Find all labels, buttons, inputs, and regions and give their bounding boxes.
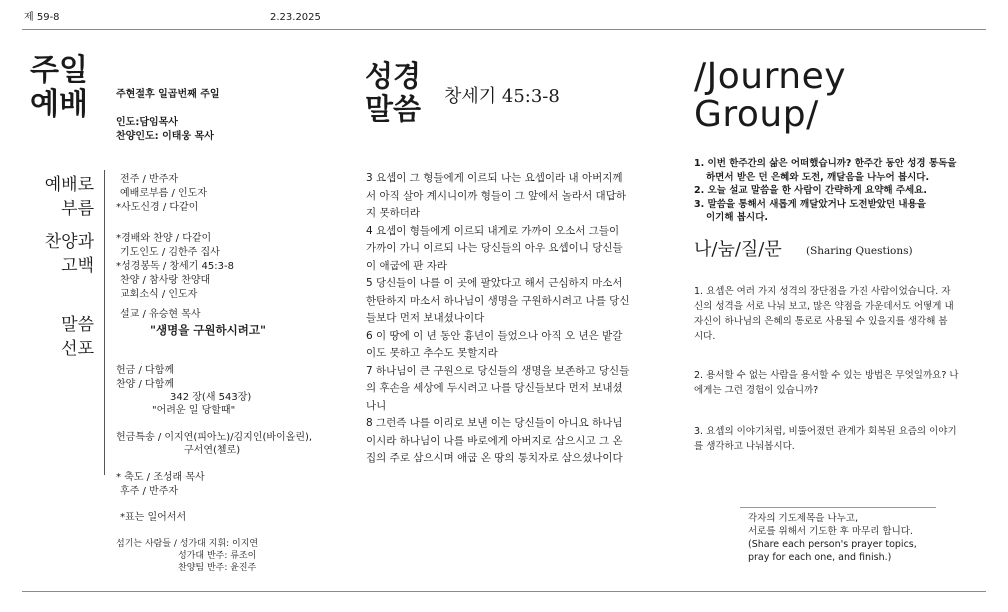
journey-instructions (694, 157, 964, 225)
verse: 3 요셉이 그 형들에게 이르되 나는 요셉이라 내 아버지께서 아직 살아 계시니이까 형들이 그 앞에서 놀라서 대답하지 못하더라 (366, 172, 626, 219)
order-item: 교회소식 / 인도자 (120, 289, 198, 300)
prayer-instructions (748, 512, 917, 564)
worship-subtitle: 주현절후 일곱번째 주일 (116, 89, 220, 100)
order-item: 전주 / 반주자 (120, 174, 179, 185)
sermon-title: "생명을 구원하시려고" (150, 323, 266, 337)
scripture-text (366, 170, 632, 468)
prayer-line: 각자의 기도제목을 나누고, (748, 513, 859, 524)
order-item-special: 헌금특송 / 이지연(피아노)/김지인(바이올린), (116, 432, 313, 443)
journey-title-line1: /Journey (694, 56, 847, 97)
question-2 (694, 368, 966, 398)
scripture-reference: 창세기 45:3-8 (444, 86, 560, 107)
prayer-divider (740, 507, 936, 508)
section-word (20, 313, 94, 361)
order-item-special-cont: 구서연(첼로) (184, 445, 241, 456)
question-line: 시다. (694, 331, 716, 342)
instruction-line: 3. 말씀을 통해서 새롭게 깨달았거나 도전받았던 내용을 (694, 198, 926, 210)
order-vertical-line (104, 170, 105, 475)
verse: 6 이 땅에 이 년 동안 흉년이 들었으나 아직 오 년은 밭갈이도 못하고 추수도 못할지라 (366, 329, 623, 359)
worship-title-line2: 예배 (30, 87, 88, 122)
order-item: 찬양 / 참사랑 찬양대 (120, 275, 211, 286)
verse: 5 당신들이 나를 이 곳에 팔았다고 해서 근심하지 마소서 한탄하지 마소서 하나님이 생명을 구원하시려고 나를 당신들보다 먼저 보내셨나이다 (366, 277, 630, 324)
worship-leader: 인도:담임목사 (116, 117, 178, 128)
issue-number: 제 59-8 (24, 12, 60, 23)
scripture-title-line1: 성경 (365, 59, 422, 93)
servers-line: 찬양팀 반주: 윤진주 (178, 563, 257, 573)
bulletin-date: 2.23.2025 (270, 12, 321, 23)
order-item: 헌금 / 다함께 (116, 365, 175, 376)
order-item: 예배로부름 / 인도자 (120, 188, 208, 199)
praise-leader: 찬양인도: 이태웅 목사 (116, 131, 214, 142)
section-praise-line2: 고백 (61, 256, 94, 276)
journey-group-title (694, 58, 846, 134)
bottom-divider (22, 591, 986, 592)
worship-title (30, 54, 88, 122)
scripture-title-line2: 말씀 (365, 92, 422, 126)
verse: 4 요셉이 형들에게 이르되 내게로 가까이 오소서 그들이 가까이 가니 이르되 나는 당신들의 아우 요셉이니 당신들이 애굽에 판 자라 (366, 224, 623, 272)
section-word-line1: 말씀 (61, 315, 94, 335)
question-line: 에게는 그런 경험이 있습니까? (694, 385, 819, 396)
journey-title-line2: Group/ (694, 94, 819, 135)
section-praise-confession (20, 230, 94, 278)
order-item: *성경봉독 / 창세기 45:3-8 (116, 261, 234, 272)
order-item: 후주 / 반주자 (120, 486, 179, 497)
order-item-sermon: 설교 / 유승현 목사 (120, 309, 201, 320)
question-line: 자신이 하나님의 은혜의 통로로 사용될 수 있을지를 생각해 봅 (694, 316, 948, 327)
verse: 7 하나님이 큰 구원으로 당신들의 생명을 보존하고 당신들의 후손을 세상에 두시려고 나를 당신들보다 먼저 보내셨나니 (366, 364, 630, 412)
stand-note: *표는 일어서서 (120, 512, 187, 523)
servers-line: 성가대 반주: 류조이 (178, 551, 257, 561)
instruction-line: 1. 이번 한주간의 삶은 어떠했습니까? 한주간 동안 성경 통독을 (694, 158, 957, 169)
question-line: 3. 요셉의 이야기처럼, 비뚤어졌던 관계가 회복된 요즘의 이야기 (694, 426, 957, 437)
section-call-to-worship (20, 173, 94, 221)
top-divider (22, 29, 986, 30)
question-line: 신의 성격을 서로 나눠 보고, 많은 약점을 가운데서도 어떻게 내 (694, 301, 954, 312)
prayer-line: pray for each one, and finish.) (748, 552, 892, 563)
question-line: 를 생각하고 나눠봅시다. (694, 441, 795, 452)
order-item: *경배와 찬양 / 다같이 (116, 233, 212, 244)
section-call-line1: 예배로 (44, 175, 94, 195)
section-call-line2: 부름 (61, 199, 94, 219)
order-item: 기도인도 / 김한주 집사 (120, 247, 220, 258)
section-word-line2: 선포 (61, 339, 94, 359)
prayer-line: 서로를 위해서 기도한 후 마무리 합니다. (748, 526, 913, 537)
hymn-number: 342 장(새 543장) (170, 392, 252, 403)
sharing-questions-subtitle: (Sharing Questions) (806, 245, 913, 257)
verse: 8 그런즉 나를 이리로 보낸 이는 당신들이 아니요 하나님이시라 하나님이 나를 바로에게 아버지로 삼으시고 그 온 집의 주로 삼으시며 애굽 온 땅의 통치자로 삼으셨나이다 (366, 417, 623, 464)
order-item: *사도신경 / 다같이 (116, 202, 199, 213)
instruction-line: 하면서 받은 던 은혜와 도전, 깨달음을 나누어 봅시다. (706, 171, 930, 183)
question-line: 2. 용서할 수 없는 사람을 용서할 수 있는 방법은 무엇일까요? 나 (694, 370, 959, 381)
prayer-line: (Share each person's prayer topics, (748, 539, 917, 550)
instruction-line: 이기해 봅시다. (706, 212, 768, 223)
worship-title-line1: 주일 (30, 53, 88, 88)
section-praise-line1: 찬양과 (44, 232, 94, 252)
question-1 (694, 284, 966, 344)
servers-line: 섬기는 사람들 / 성가대 지휘: 이지연 (116, 539, 259, 549)
scripture-title (365, 60, 421, 126)
question-3 (694, 424, 966, 454)
hymn-title: "어려운 일 당할때" (152, 405, 236, 416)
question-line: 1. 요셉은 여러 가지 성격의 장단점을 가진 사람이었습니다. 자 (694, 286, 951, 297)
order-item: * 축도 / 조성래 목사 (116, 472, 205, 483)
sharing-questions-title: 나/눔/질/문 (694, 239, 782, 260)
instruction-line: 2. 오늘 설교 말씀을 한 사람이 간략하게 요약해 주세요. (694, 185, 928, 196)
order-item: 찬양 / 다함께 (116, 379, 175, 390)
